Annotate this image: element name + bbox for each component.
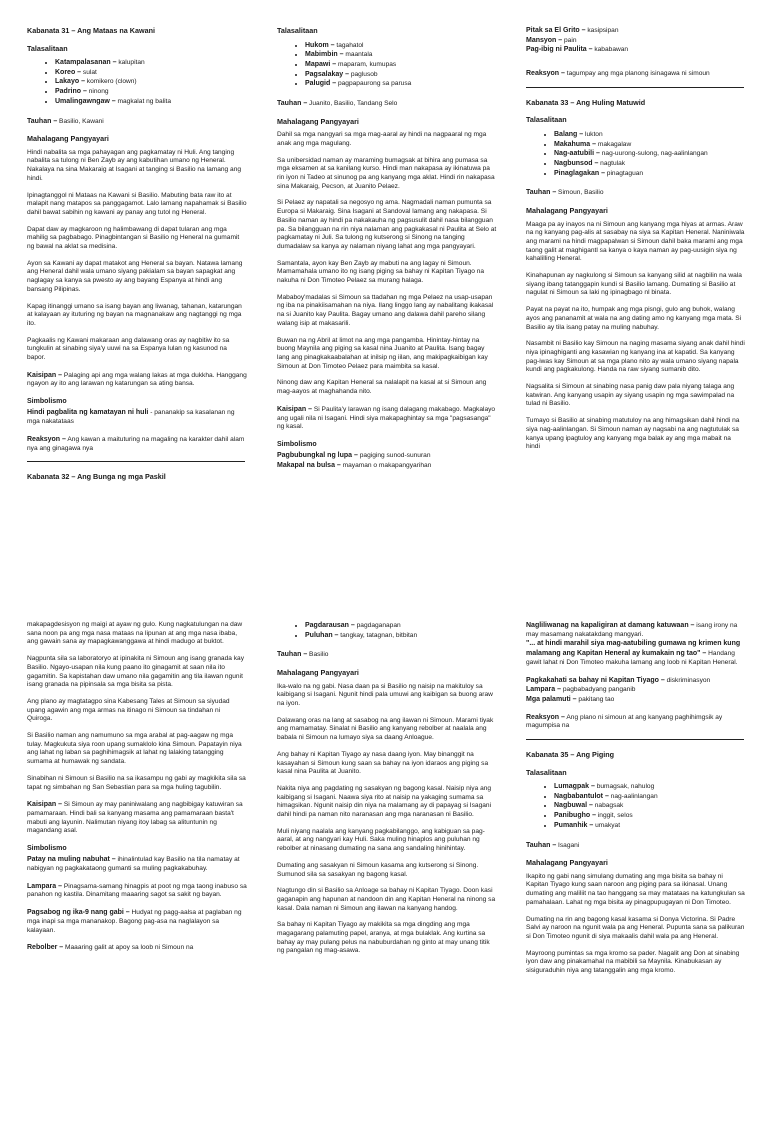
definition: nag-aalinlangan — [608, 792, 658, 800]
term: Palugid – — [305, 80, 337, 88]
entry-label: Kaisipan – — [277, 405, 313, 413]
labeled-entry — [27, 408, 247, 426]
labeled-entry — [27, 800, 247, 836]
entry-label: Lampara – — [27, 882, 63, 890]
term: Pumanhik – — [554, 821, 594, 829]
definition: pagpapaurong sa parusa — [336, 80, 412, 88]
entry-text: Basilio, Kawani — [57, 117, 104, 125]
term: Pagsalakay – — [305, 70, 349, 78]
term: Panibugho – — [554, 812, 596, 820]
divider — [526, 87, 744, 88]
labeled-entry — [526, 188, 746, 198]
vocabulary-item — [554, 140, 746, 150]
vocabulary-item — [305, 41, 497, 51]
labeled-entry — [526, 713, 746, 731]
lower-page — [0, 512, 768, 1024]
term: Lakayo – — [55, 78, 85, 86]
entry-label: Patay na muling nabuhat – — [27, 856, 116, 864]
entry-text: Isagani — [556, 841, 580, 849]
definition: tagahatol — [334, 41, 364, 49]
entry-label: Rebolber – — [27, 944, 64, 952]
term: Pinaglagakan – — [554, 169, 605, 177]
entry-text: pagbabadyang panganib — [561, 686, 636, 694]
entry-label: Tauhan – — [277, 100, 308, 108]
labeled-entry — [277, 99, 497, 109]
definition: sulat — [81, 68, 97, 76]
labeled-entry — [27, 371, 247, 389]
entry-label: Pag-ibig ni Paulita – — [526, 46, 593, 54]
paragraph: Mababoy'madalas si Simoun sa ttadahan ng mga Pelaez na usap-usapan ng iba na pinakiisamahan na niya. Ilang linggo lang ay nabalitang ikakasal na si Juanito kay Paulita. Bagay umano ang dalawa dahil pareho silang walang isip at makasarili. — [277, 293, 494, 327]
vocabulary-item — [55, 68, 247, 78]
vocabulary-list — [277, 41, 497, 90]
entry-label: Nagliliwanag na kapaligiran at damang katuwaan – — [526, 622, 695, 629]
paragraph: Sa unibersidad naman ay maraming bumagsak at bihira ang pumasa sa mga eksamen at sa kanilang kurso. Hindi man nakapasa ay ikinatuwa pa rin iyon ni Tadeo at sinunog pa ang kanyang mga aklat. Hindi rin nakapasa sina Makaraig, Pecson, at Juanito Pelaez. — [277, 156, 495, 190]
vocabulary-item — [554, 159, 746, 169]
labeled-entry — [526, 69, 746, 79]
vocabulary-item — [554, 821, 746, 831]
entry-text: diskriminasyon — [664, 676, 711, 684]
entry-label: Lampara – — [526, 686, 562, 694]
definition: lukton — [583, 130, 603, 138]
entry-label: "... at hindi marahil siya mag-aatubiling gumawa ng krimen kung malamang ang Kapitan Heneral ay kumakain ng tao" – — [526, 640, 741, 658]
labeled-entry — [27, 117, 247, 127]
paragraph: Sa bahay ni Kapitan Tiyago ay makikita sa mga dingding ang mga magagarang palamuting papel, aranya, at mga bulaklak. Ang kurtina sa bahay ay may pulang pelus na nabuburdahan ng ginto at may unang titik ng pangalan ng mag-asawa. — [277, 921, 490, 955]
entry-text: pakitang tao — [576, 695, 615, 703]
chapter-title: Kabanata 35 – Ang Piging — [526, 750, 614, 760]
section-heading: Talasalitaan — [27, 43, 68, 53]
chapter-title: Kabanata 32 – Ang Bunga ng mga Paskil — [27, 472, 166, 482]
entry-label: Makapal na bulsa – — [277, 461, 341, 469]
section-heading: Simbolismo — [27, 398, 67, 406]
labeled-entry — [526, 685, 746, 695]
vocabulary-list — [526, 782, 746, 831]
paragraph: Dumating ang sasakyan ni Simoun kasama ang kutserong si Sinong. Sumunod sila sa sasakyan ng bagong kasal. — [277, 861, 479, 878]
entry-text: ihinalintulad kay Basilio na tila namatay at nabigyan ng pagkakataong gumanti sa muling pagkakabuhay. — [27, 856, 240, 872]
vocabulary-item — [554, 801, 746, 811]
vocabulary-item — [554, 811, 746, 821]
paragraph: Si Pelaez ay napatali sa negosyo ng ama. Nagmadali naman pumunta sa Europa si Makaraig. Sina Isagani at Sandoval lamang ang nakapasa. Si Basilio naman ay hindi pa nakakauha ng pagsusulit dahil nasa bilangguan pa. Sa bilangguan na rin niya nalaman ang pagkakasal ni Paulita at Selo at pagkamatay ni Juli. Sa tulong ng kutserong si Sinong na tanging dumadalaw sa kanya ay nalaman niyang lahat ang mga pangyayari. — [277, 199, 497, 250]
entry-text: Hudyat ng pagg-aalsa at paglaban ng mga inapi sa mga mananakop. Bagong pag-asa na naglalayon sa kalayaan. — [27, 909, 242, 934]
entry-label: Mga palamuti – — [526, 695, 577, 703]
term: Mapawi – — [305, 60, 337, 68]
paragraph: makapagdesisyon ng maigi at ayaw ng gulo. Kung nagkatulungan na daw sana noon pa ang mga nasa mataas na lipunan at ang mga nasa ibaba, ang gawain sana ay mapagkawanggawa at hindi madugo at buktot. — [27, 621, 243, 646]
column-2 — [277, 512, 497, 1133]
section-heading: Mahalagang Pangyayari — [526, 858, 608, 868]
paragraph: Ikapito ng gabi nang simulang dumating ang mga bisita sa bahay ni Kapitan Tiyago kung saan naroon ang piging para sa ikinasal. Unang dumating ang maliliit na tao hanggang sa may matataas na katungkulan sa pamahalaan. Lahat ng mga bisita ay pinagpupugayan ni Don Timoteo. — [526, 872, 745, 906]
entry-text: Maaaring galit at apoy sa loob ni Simoun na — [63, 944, 194, 952]
section-heading: Talasalitaan — [277, 26, 318, 35]
vocabulary-item — [554, 782, 746, 792]
column-3 — [526, 0, 746, 538]
entry-label: Tauhan – — [277, 651, 308, 659]
term: Puluhan – — [305, 631, 339, 639]
entry-text: pain — [562, 36, 577, 44]
entry-text: Basilio — [307, 651, 329, 659]
paragraph: Si Basilio naman ang namumuno sa mga arabal at pag-aagaw ng mga tulay. Magkukuta siya roon upang sumaklolo kina Simoun. Papatayin niya ang lahat ng laban sa paghihimagsik at lahat ng lalaking tatangging sumama at humawak ng sandata. — [27, 732, 242, 766]
labeled-entry — [526, 26, 746, 36]
paragraph: Maaga pa ay inayos na ni Simoun ang kanyang mga hiyas at armas. Araw na ng kanyang pag-alis at sasabay na siya sa Kapitan Heneral. Naniniwala ang marami na hindi magpapalwan si Simoun dahil baka marami ang mga taong galit at maghigantl sa kanya o kaya naman ay pag-uusigin siya ng kahalilling Heneral. — [526, 220, 745, 263]
labeled-entry — [526, 639, 746, 667]
paragraph: Nagpunta sila sa laboratoryo at ipinakita ni Simoun ang isang granada kay Basilio. Ngayo-usapan nila kung paano ito ginagamit at saan nila ito gagamitin. Sa kapistahan daw umano nila gagamitin ang tila ilawan ngunit isang granada na pipinsala sa mga bisita sa pista. — [27, 655, 244, 689]
vocabulary-item — [305, 79, 497, 89]
paragraph: Dalawang oras na lang at sasabog na ang ilawan ni Simoun. Marami tiyak ang mamamatay. Sinalat ni Basilio ang kanyang rebolber at naalala ang babala ni Simoun na lumayo siya sa daang Anloague. — [277, 716, 494, 742]
vocabulary-item — [55, 58, 247, 68]
vocabulary-list — [27, 58, 247, 107]
divider — [526, 739, 744, 740]
vocabulary-item — [55, 97, 247, 107]
paragraph: Nakita niya ang pagdating ng sasakyan ng bagong kasal. Naisip niya ang kaibigang si Isagani. Naawa siya rito at naisip na yakaging sumama sa himagsikan. Ngunit naisip din niya na malamang ay di papayag si Isagani dahil hindi pa naman nito naranasan ang mga naranasan ni Basilio. — [277, 784, 492, 819]
entry-label: Tauhan – — [526, 189, 557, 197]
paragraph: Nagtungo din si Basilio sa Anloage sa bahay ni Kapitan Tiyago. Doon kasi gaganapin ang hapunan at nandoon din ang Kapitan Heneral na ninong sa kasal. Dala naman ni Simoun ang ilawan na kanyang handog. — [277, 887, 496, 912]
paragraph: Payat na payat na ito, humpak ang mga pisngi, gulo ang buhok, walang ayos ang pananamit at wala na ang dating amo ng kanyang mga mata. Si Basilio ay tila isang patay na muling nabuhay. — [526, 306, 742, 331]
section-heading: Mahalagang Pangyayari — [27, 134, 109, 144]
entry-text: Si Simoun ay may paniniwalang ang nagbibigay katuwiran sa pamamaraan. Hindi bali sa kanyang masama ang pamamaraan basta't mabuti ang layunin. Nalimutan niyang itoy labag sa alituntunin ng magandang asal. — [27, 801, 243, 835]
paragraph: Tumayo si Basilio at sinabing matutuloy na ang himagsikan dahil hindi na siya nag-aalinlangan. Si Simoun naman ay nagsabi na ang nagtutulak sa kanya upang ipagtuloy ang kanyang mga balak ay ang mga mabait na hindi — [526, 417, 740, 451]
definition: maparam, kumupas — [336, 60, 397, 68]
term: Hukom – — [305, 41, 335, 49]
section-heading: Mahalagang Pangyayari — [277, 668, 359, 678]
paragraph: Dahil sa mga nangyari sa mga mag-aaral ay hindi na nagpaaral ng mga anak ang mga magulang. — [277, 131, 487, 147]
labeled-entry — [27, 435, 247, 453]
labeled-entry — [27, 908, 247, 935]
chapter-title: Kabanata 31 – Ang Mataas na Kawani — [27, 26, 155, 35]
entry-label: Pagsabog ng ika-9 nang gabi – — [27, 909, 130, 917]
paragraph: Nasambit ni Basilio kay Simoun na naging masama siyang anak dahil hindi niya ipinaghiganti ang kasawian ng kanyang ina at kapatid. Sa kanyang pag-iwas kay Simoun at sa mga plano nito ay wala umano siyang napala kundi ang pagkakulong. Handa na raw siyang sumanib dito. — [526, 340, 745, 374]
entry-label: Mansyon – — [526, 36, 563, 44]
paragraph: Ika-walo na ng gabi. Nasa daan pa si Basilio ng naisip na makituloy sa kaibigang si Isagani. Ngunit hindi pala umuwi ang kaibigan sa buong araw na iyon. — [277, 682, 493, 708]
labeled-entry — [27, 943, 247, 953]
entry-text: kababawan — [592, 46, 629, 54]
definition: maantala — [343, 51, 373, 59]
labeled-entry — [277, 451, 497, 461]
entry-label: Reaksyon – — [526, 713, 565, 721]
paragraph: Ayon sa Kawani ay dapat matakot ang Heneral sa bayan. Natawa lamang ang Heneral dahil wala umano siyang pakialam sa bayan sapagkat ang naglagay sa kanya sa pwesto ay ang bayang Espanya at hindi ang bansang Pilipinas. — [27, 259, 243, 293]
vocabulary-item — [305, 50, 497, 60]
vocabulary-item — [305, 631, 497, 641]
labeled-entry — [526, 45, 746, 55]
labeled-entry — [277, 650, 497, 660]
definition: tangkay, tatagnan, bitbitan — [338, 631, 418, 639]
definition: paglusob — [348, 70, 378, 78]
entry-text: Ang kawan a maituturing na magaling na karakter dahil alam nya ang ginagawa nya — [27, 435, 245, 452]
entry-text: pagiging sunod-sunuran — [357, 452, 431, 460]
vocabulary-item — [305, 621, 497, 631]
paragraph: Nagsalita si Simoun at sinabing nasa panig daw pala niyang talaga ang katwiran. Ang kanyang usapin ay siyang usapin ng mga sawimpalad na tulad ni Basilio. — [526, 383, 735, 408]
term: Nagbabantulot – — [554, 792, 609, 800]
entry-text: tagumpay ang mga planong isinagawa ni simoun — [564, 70, 710, 78]
term: Nagbuwal – — [554, 802, 593, 810]
paragraph: Dumating na rin ang bagong kasal kasama si Donya Victorina. Si Padre Salvi ay naroon na ngunit wala pa ang Heneral. Pupunta sana sa palikuran si Don Timoteo ngunit di siya makaalis dahil wala pa ang Heneral. — [526, 915, 745, 940]
entry-text: Juanito, Basilio, Tandang Selo — [307, 100, 398, 108]
chapter-title: Kabanata 33 – Ang Huling Matuwid — [526, 97, 646, 107]
definition: pinagtaguan — [604, 169, 644, 177]
paragraph: Ninong daw ang Kapitan Heneral sa nalalapit na kasal at si Simoun ang mag-aayos at maghahanda nito. — [277, 379, 487, 396]
paragraph: Muli niyang naalala ang kanyang pagkabilanggo, ang kabiguan sa pag-aaral, at ang nangyari kay Huli. Saka muling hinaplos ang puluhan ng rebolber at ninasang dumating na sana ang sandaling hinihintay. — [277, 827, 485, 853]
paragraph: Mayroong pumintas sa mga kromo sa pader. Nagalit ang Don at sinabing iyon daw ang pinakamahal na mabibili sa Maynila. Kinabukasan ay sisiguraduhin niya ang tatanggalin ang mga kromo. — [526, 949, 740, 975]
entry-label: Kaisipan – — [27, 801, 63, 809]
section-heading: Simbolismo — [27, 845, 67, 853]
column-1 — [27, 0, 247, 538]
paragraph: Buwan na ng Abril at limot na ang mga pangamba. Hinintay-hintay na buong Maynila ang piging sa kasal nina Juanito at Paulita. Isang bagay lang ang pinagkakaabalahan at inilsip ng iilan, ang makipagkaibigan kay Simoun at Don Timoteo Pelaez para maimbita sa kasal. — [277, 336, 488, 370]
section-heading: Mahalagang Pangyayari — [277, 116, 359, 126]
paragraph: Kinahapunan ay nagkulong si Simoun sa kanyang silid at nagbilin na wala siyang ibang tatanggapin kundi si Basilio lamang. Dumating si Basilio at nagulat ni Simoun sa laki ng ipinagbago nl binata. — [526, 272, 742, 297]
section-heading: Simbolismo — [277, 440, 317, 448]
entry-text: kasipsipan — [585, 27, 619, 34]
entry-label: Reaksyon – — [526, 70, 565, 78]
term: Mabimbin – — [305, 51, 344, 59]
vocabulary-item — [55, 77, 247, 87]
entry-label: Reaksyon – — [27, 435, 66, 443]
entry-text: Palaging api ang mga walang lakas at mga dukkha. Hanggang ngayon ay ito ang larawan ng katarungan sa ating bansa. — [27, 371, 247, 388]
definition: ninong — [86, 88, 109, 96]
entry-text: Pinagsama-samang hinagpis at poot ng mga taong inabuso sa panahon ng kastila. Dinamitang maaaring sagot sa sakit ng bayan. — [27, 882, 247, 899]
term: Nag-aatubili – — [554, 150, 600, 158]
definition: inggit, selos — [596, 812, 633, 820]
entry-label: Hindi pagbalita ng kamatayan ni huli — [27, 409, 149, 417]
column-3 — [526, 512, 746, 1133]
term: Nagbunsod – — [554, 159, 599, 167]
vocabulary-item — [554, 169, 746, 179]
vocabulary-list — [526, 130, 746, 179]
labeled-entry — [526, 36, 746, 46]
term: Balang – — [554, 130, 584, 138]
definition: makagalaw — [596, 140, 632, 148]
labeled-entry — [27, 855, 247, 873]
definition: kalupitan — [116, 59, 145, 66]
definition: bumagsak, nahulog — [594, 783, 655, 791]
paragraph: Samantala, ayon kay Ben Zayb ay mabuti na ang lagay ni Simoun. Mamamahala umano ito ng isang piging sa bahay ni Kapitan Tiyago na nakuha ni Don Timoteo Pelaez sa murang halaga. — [277, 259, 485, 285]
definition: magkalat ng balita — [115, 97, 172, 105]
labeled-entry — [526, 676, 746, 686]
term: Katampalasanan – — [55, 59, 117, 66]
labeled-entry — [526, 621, 746, 639]
entry-label: Tauhan – — [526, 841, 557, 849]
paragraph: Sinabihan ni Simoun si Basilio na sa ikasampu ng gabi ay magkikita sila sa tapat ng simbahan ng San Sebastian para sa mga huling tagubilin. — [27, 774, 246, 791]
paragraph: Hindi nabalita sa mga pahayagan ang pagkamatay ni Huli. Ang tanging nabalita sa tulong ni Ben Zayb ay ang kabutihan umano ng Heneral. Nakalaya na sina Makaraig at Isagani at tanging si Basilio na lamang ang hindi. — [27, 148, 242, 182]
paragraph: Pagkaalis ng Kawani makaraan ang dalawang oras ay nagbitiw ito sa tungkulin at sinabing siya'y uuwi na sa Espanya lulan ng kasunod na bapor. — [27, 336, 230, 362]
entry-text: - pananakip sa kasalanan ng mga nakatataas — [27, 409, 235, 426]
column-2 — [277, 0, 497, 538]
labeled-entry — [526, 841, 746, 851]
vocabulary-list — [277, 621, 497, 640]
vocabulary-item — [305, 60, 497, 70]
vocabulary-item — [305, 70, 497, 80]
term: Koreo – — [55, 68, 82, 76]
term: Padrino – — [55, 88, 87, 96]
labeled-entry — [27, 882, 247, 900]
entry-label: Kaisipan – — [27, 371, 63, 379]
term: Lumagpak – — [554, 783, 595, 791]
labeled-entry — [526, 695, 746, 705]
paragraph: Dapat daw ay magkaroon ng halimbawang di dapat tularan ang mga mahilig sa pagbabago. Pinagbintangan si Basilio ng Heneral na gumamit ng bawal na aklat sa medisina. — [27, 225, 240, 251]
section-heading: Mahalagang Pangyayari — [526, 206, 608, 216]
paragraph: Ang plano ay magtatagpo sina Kabesang Tales at Simoun sa siyudad upang agawin ang mga armas na itinago ni Simoun sa tindahan ni Quiroga. — [27, 697, 230, 723]
entry-label: Pagbubungkal ng lupa – — [277, 452, 358, 460]
paragraph: Ang bahay ni Kapitan Tiyago ay nasa daang iyon. May binanggit na kasayahan si Simoun kung saan sa bahay na iyon idaraos ang piging sa kasal nina Paulita at Juanito. — [277, 750, 489, 776]
vocabulary-item — [554, 792, 746, 802]
definition: umakyat — [593, 821, 621, 829]
labeled-entry — [277, 405, 497, 432]
entry-label: Pagkakahati sa bahay ni Kapitan Tiyago – — [526, 676, 665, 684]
paragraph: Kapag itinanggi umano sa isang bayan ang liwanag, tahanan, katarungan at kalayaan ay ituturing ng bayan na magnanakaw ang nagtanggi ng mga ito. — [27, 302, 242, 327]
definition: nag-uurong-sulong, nag-aalinlangan — [599, 150, 708, 158]
section-heading: Talasalitaan — [526, 115, 567, 125]
definition: nabagsak — [592, 802, 624, 810]
entry-text: isang irony na may masamang nakatakdang mangyari. — [526, 622, 738, 638]
vocabulary-item — [554, 149, 746, 159]
vocabulary-item — [554, 130, 746, 140]
section-heading: Talasalitaan — [526, 767, 567, 777]
definition: nagtulak — [598, 159, 626, 167]
entry-label: Pitak sa El Grito – — [526, 27, 586, 34]
upper-page — [0, 0, 768, 512]
definition: pagdaganapan — [354, 622, 401, 629]
vocabulary-item — [55, 87, 247, 97]
definition: komikero (clown) — [84, 78, 137, 86]
term: Pagdarausan – — [305, 622, 355, 629]
entry-text: Ang plano ni simoun at ang kanyang paghihimgsik ay magumpisa na — [526, 713, 723, 730]
term: Umalingawngaw – — [55, 97, 116, 105]
entry-text: Si Paulita'y larawan ng isang dalagang makabago. Magkalayo ang ugali nila ni Isagani. Hindi siya makapaghintay sa mga "pagsasanga" ng kasal. — [277, 405, 496, 431]
entry-text: mayaman o makapangyarihan — [340, 461, 432, 469]
column-1 — [27, 512, 247, 1133]
entry-text: Handang gawit lahat ni Don Timoteo makuha lamang ang loob ni Kapitan Heneral. — [526, 650, 738, 666]
term: Makahuma – — [554, 140, 597, 148]
paragraph: Ipinagtanggol ni Mataas na Kawani si Basilio. Mabuting bata raw ito at malapit nang matapos sa panggagamot. Lalo lamang napahamak si Basilio dahil bawat sabihin ng kawani ay panay ang tutol ng Heneral. — [27, 191, 247, 216]
entry-label: Tauhan – — [27, 117, 58, 125]
entry-text: Simoun, Basilio — [556, 189, 604, 197]
divider — [27, 461, 245, 462]
labeled-entry — [277, 461, 497, 471]
